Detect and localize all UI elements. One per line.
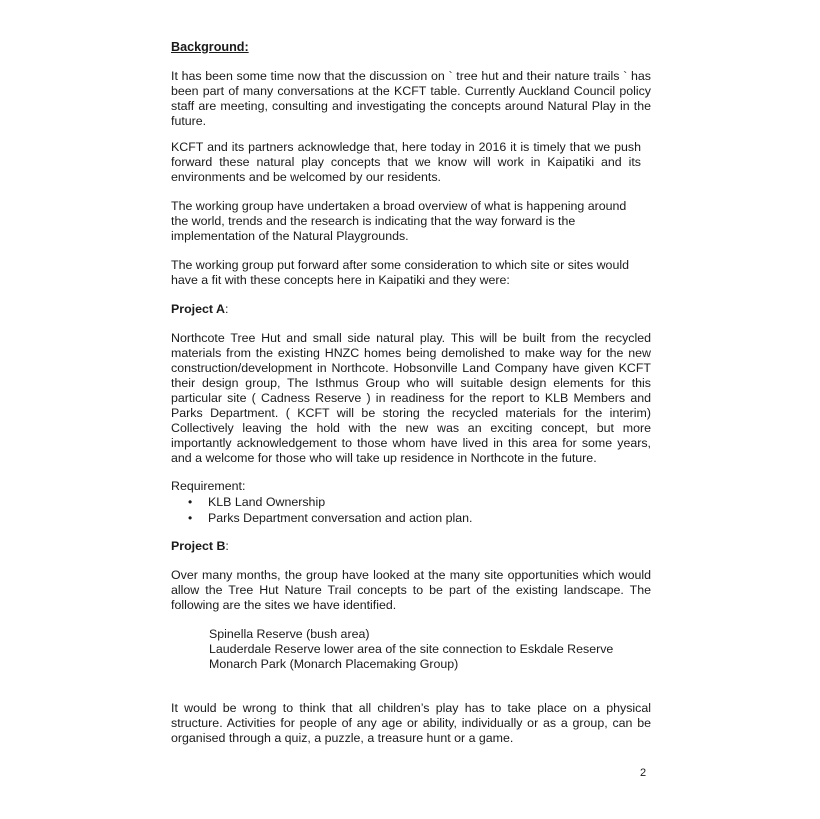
project-b-heading: [171, 539, 651, 554]
sites-list: [171, 627, 651, 672]
paragraph: Over many months, the group have looked at the many site opportunities which would allow the Tree Hut Nature Trail concepts to be part of the existing landscape. The following are the sites we have identified.: [171, 568, 651, 612]
list-item: Lauderdale Reserve lower area of the site connection to Eskdale Reserve: [209, 642, 614, 656]
heading-colon: :: [225, 539, 229, 553]
closing-paragraph: [171, 701, 651, 746]
list-item: • Parks Department conversation and action plan.: [188, 511, 473, 525]
project-title: Project B: [171, 539, 226, 553]
bullet-icon: •: [188, 511, 193, 525]
list-item: Spinella Reserve (bush area): [209, 627, 370, 641]
paragraph: It would be wrong to think that all children’s play has to take place on a physical structure. Activities for people of any age or ability, individually or as a group, can be organised through a quiz, a puzzle, a treasure hunt or a game.: [171, 701, 651, 745]
background-heading: [171, 40, 651, 55]
project-a-body: [171, 331, 651, 466]
project-a-heading: [171, 302, 651, 317]
list-item: • KLB Land Ownership: [188, 495, 326, 509]
paragraph: It has been some time now that the discussion on ` tree hut and their nature trails ` has been part of many conversations at the KCFT table. Currently Auckland Council policy staff are meeting, consulting and investigating the concepts around Natural Play in the future.: [171, 69, 651, 128]
paragraph: The working group have undertaken a broad overview of what is happening around the world, trends and the research is indicating that the way forward is the implementation of the Natural Playgrounds.: [171, 199, 627, 243]
project-title: Project A: [171, 302, 225, 316]
requirement-label: Requirement:: [171, 479, 246, 493]
page-number: 2: [640, 767, 647, 779]
background-paragraph-3: [171, 199, 651, 244]
bullet-icon: •: [188, 495, 193, 509]
paragraph: KCFT and its partners acknowledge that, here today in 2016 it is timely that we push forward these natural play concepts that we know will work in Kaipatiki and its environments and be welcomed by our residents.: [171, 140, 641, 184]
background-paragraph-1: [171, 69, 651, 129]
project-b-body: [171, 568, 651, 613]
heading-colon: :: [224, 302, 229, 316]
paragraph: The working group put forward after some consideration to which site or sites would have a fit with these concepts here in Kaipatiki and they were:: [171, 258, 629, 287]
section-heading: Background:: [171, 40, 249, 54]
requirements-block: [171, 479, 651, 526]
list-item: Monarch Park (Monarch Placemaking Group): [209, 657, 459, 671]
background-paragraph-2: [171, 140, 651, 185]
paragraph: Northcote Tree Hut and small side natural play. This will be built from the recycled materials from the existing HNZC homes being demolished to make way for the new construction/development in Northcote. Hobsonville Land Company have given KCFT their design group, The Isthmus Group who will suitable design elements for this particular site ( Cadness Reserve ) in readiness for the report to KLB Members and Parks Department. ( KCFT will be storing the recycled materials for the interim) Collectively leaving the hold with the new was an exciting concept, but more importantly acknowledgement to those whom have lived in this area for some years, and a welcome for those who will take up residence in Northcote in the future.: [171, 331, 651, 465]
background-paragraph-4: [171, 258, 651, 288]
requirements-list: [171, 494, 651, 526]
